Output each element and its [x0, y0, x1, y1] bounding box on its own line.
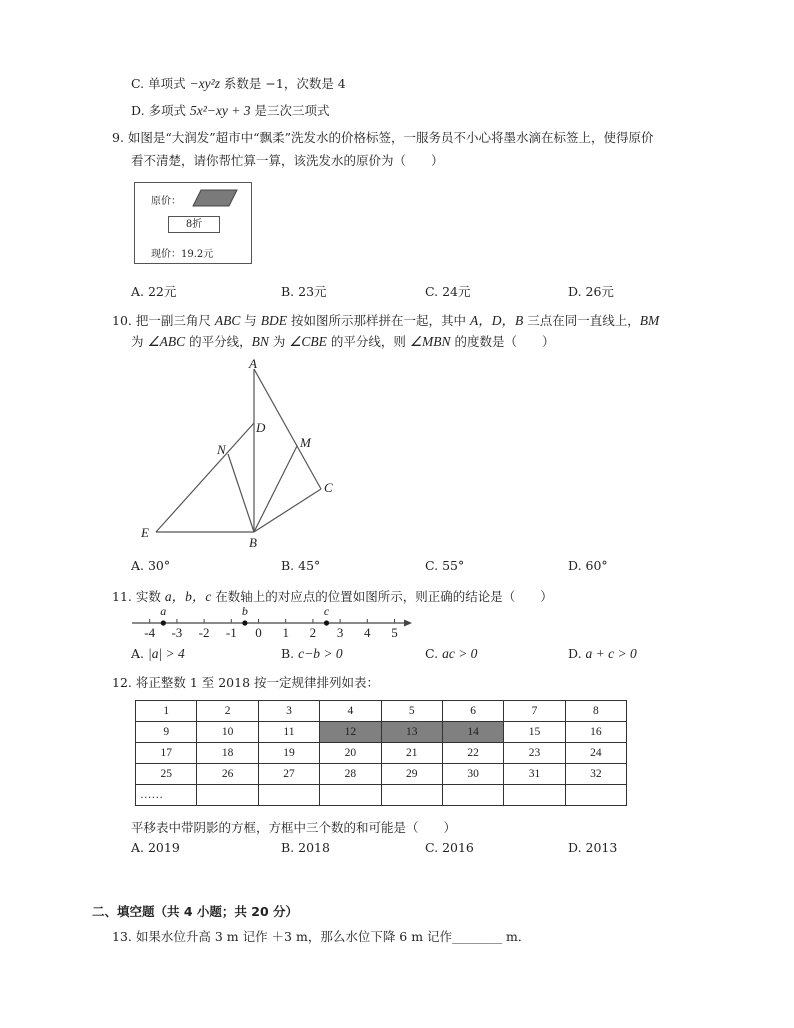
- text: 三点在同一直线上，: [523, 313, 640, 328]
- q10-option-a: A. 30°: [131, 558, 171, 573]
- table-cell: 4: [320, 701, 381, 722]
- line-bn: [228, 454, 254, 532]
- table-cell: 32: [565, 764, 626, 785]
- table-cell: 22: [442, 743, 503, 764]
- table-cell: 6: [442, 701, 503, 722]
- point-label-c: C: [324, 480, 333, 495]
- q9-stem-line1: 9. 如图是“大润发”超市中“飘柔”洗发水的价格标签，一服务员不小心将墨水滴在标签上，使得原价: [112, 130, 654, 145]
- table-cell: [197, 785, 258, 806]
- q9-stem-line2: 看不清楚，请你帮忙算一算，该洗发水的原价为（ ）: [131, 153, 444, 168]
- q10-option-b: B. 45°: [281, 558, 321, 573]
- q11-stem: [112, 585, 553, 605]
- option-label: D. 多项式: [131, 103, 190, 118]
- table-cell: 29: [381, 764, 442, 785]
- point-label-c: c: [323, 604, 330, 618]
- tick-label: -3: [171, 625, 183, 640]
- table-row: [136, 764, 627, 785]
- q10-option-c: C. 55°: [425, 558, 465, 573]
- text: 的平分线，则: [326, 334, 410, 349]
- q12-option-c: C. 2016: [425, 840, 474, 855]
- table-cell: 20: [320, 743, 381, 764]
- line-cb: [254, 489, 321, 532]
- point-b: [242, 620, 247, 625]
- table-cell: 25: [136, 764, 197, 785]
- q9-option-b: B. 23元: [281, 284, 327, 299]
- original-price-label: 原价：: [151, 196, 181, 207]
- math: c−b > 0: [298, 646, 343, 661]
- q12-stem: 12. 将正整数 1 至 2018 按一定规律排列如表：: [112, 675, 380, 690]
- point-label-e: E: [141, 525, 149, 540]
- point-label-b: B: [249, 535, 257, 550]
- q13-stem: [112, 927, 530, 945]
- math: BDE: [260, 313, 288, 328]
- section-title: 二、填空题（共 4 小题；共 20 分）: [92, 904, 299, 919]
- q11-option-d: [568, 646, 637, 662]
- tick-label: 3: [336, 625, 344, 640]
- math: ac > 0: [442, 646, 478, 661]
- option-label: C. 单项式: [131, 76, 190, 91]
- discount-box: 8折: [168, 216, 220, 233]
- table-cell: 9: [136, 722, 197, 743]
- table-cell: [381, 785, 442, 806]
- current-price-label: 现价：19.2元: [151, 249, 214, 260]
- text: 为: [131, 334, 148, 349]
- table-cell: 11: [258, 722, 319, 743]
- q12-question: 平移表中带阴影的方框，方框中三个数的和可能是（ ）: [131, 820, 457, 835]
- tick-label: -2: [198, 625, 210, 640]
- math: ∠CBE: [289, 334, 327, 349]
- table-cell: 16: [565, 722, 626, 743]
- q10-stem-line2: [131, 332, 554, 350]
- number-line: [128, 603, 418, 641]
- table-cell: ……: [136, 785, 197, 806]
- math-expression: 5x²−xy + 3: [190, 103, 251, 118]
- text: 按如图所示那样拼在一起，其中: [287, 313, 470, 328]
- price-tag: [134, 182, 252, 264]
- math: a，b，c: [164, 589, 212, 604]
- table-cell: 14: [442, 722, 503, 743]
- table-cell: 7: [504, 701, 565, 722]
- text: A.: [131, 646, 148, 661]
- tick-label: -1: [225, 625, 237, 640]
- math-expression: −xy²z: [189, 76, 220, 91]
- table-cell: 18: [197, 743, 258, 764]
- table-cell: [504, 785, 565, 806]
- table-cell: 15: [504, 722, 565, 743]
- q9-option-d: D. 26元: [568, 284, 614, 299]
- table-cell: 28: [320, 764, 381, 785]
- point-label-d: D: [256, 420, 266, 435]
- number-table: [135, 700, 627, 806]
- table-cell: 24: [565, 743, 626, 764]
- tick-label: 2: [309, 625, 317, 640]
- point-label-a: A: [249, 356, 257, 371]
- table-cell: 8: [565, 701, 626, 722]
- q12-option-b: B. 2018: [281, 840, 330, 855]
- table-cell: 30: [442, 764, 503, 785]
- line-de: [156, 423, 254, 532]
- table-cell: [258, 785, 319, 806]
- text: m．: [502, 929, 531, 944]
- triangle-figure: [130, 355, 350, 550]
- math: ∠MBN: [409, 334, 451, 349]
- q12-option-d: D. 2013: [568, 840, 618, 855]
- point-label-b: b: [241, 604, 248, 618]
- table-cell: [320, 785, 381, 806]
- table-cell: 27: [258, 764, 319, 785]
- text: 11. 实数: [112, 589, 165, 604]
- arrow-icon: [404, 620, 412, 627]
- q8-option-c: [131, 74, 346, 92]
- math: a + c > 0: [585, 646, 637, 661]
- table-row: [136, 743, 627, 764]
- q10-option-d: D. 60°: [568, 558, 608, 573]
- q9-option-a: A. 22元: [131, 284, 177, 299]
- math: BM: [639, 313, 660, 328]
- point-c: [324, 620, 329, 625]
- tick-label: 0: [255, 625, 262, 640]
- text: B.: [281, 646, 299, 661]
- table-cell: 1: [136, 701, 197, 722]
- text: 为: [268, 334, 290, 349]
- q10-stem-line1: [112, 309, 659, 329]
- text: D.: [568, 646, 586, 661]
- text: 13. 如果水位升高 3 m 记作 ＋3 m，那么水位下降 6 m 记作: [112, 929, 453, 944]
- q11-option-c: [425, 646, 477, 662]
- text: 在数轴上的对应点的位置如图所示，则正确的结论是（ ）: [211, 589, 553, 604]
- tick-label: -4: [144, 625, 156, 640]
- text: 10. 把一副三角尺: [112, 313, 215, 328]
- table-cell: 19: [258, 743, 319, 764]
- table-row: [136, 785, 627, 806]
- math: BN: [251, 334, 269, 349]
- q11-option-a: [131, 646, 185, 662]
- table-cell: 26: [197, 764, 258, 785]
- point-a: [161, 620, 166, 625]
- tick-label: 1: [282, 625, 289, 640]
- table-cell: 17: [136, 743, 197, 764]
- table-cell: 3: [258, 701, 319, 722]
- answer-blank[interactable]: ________: [452, 929, 503, 944]
- table-row: [136, 701, 627, 722]
- table-cell: 5: [381, 701, 442, 722]
- q11-option-b: [281, 646, 343, 662]
- table-cell: 2: [197, 701, 258, 722]
- table-cell: [565, 785, 626, 806]
- text: 与: [240, 313, 261, 328]
- math: A，D，B: [469, 313, 524, 328]
- table-cell: 21: [381, 743, 442, 764]
- text: C.: [425, 646, 443, 661]
- ink-blot-icon: [191, 188, 239, 208]
- q8-option-d: [131, 101, 329, 119]
- table-cell: 10: [197, 722, 258, 743]
- table-cell: 31: [504, 764, 565, 785]
- q12-option-a: A. 2019: [131, 840, 180, 855]
- option-text: 是三次三项式: [250, 103, 330, 118]
- math: |a| > 4: [147, 646, 185, 661]
- table-cell: 23: [504, 743, 565, 764]
- text: 的平分线，: [185, 334, 252, 349]
- line-bm: [254, 446, 297, 532]
- q9-option-c: C. 24元: [425, 284, 471, 299]
- option-text: 系数是 −1，次数是 4: [219, 76, 346, 91]
- point-label-m: M: [300, 435, 311, 450]
- math: ∠ABC: [147, 334, 186, 349]
- point-label-n: N: [217, 442, 226, 457]
- math: ABC: [214, 313, 241, 328]
- point-label-a: a: [160, 604, 167, 618]
- table-cell: [442, 785, 503, 806]
- table-cell: 12: [320, 722, 381, 743]
- tick-label: 4: [364, 625, 371, 640]
- table-cell: 13: [381, 722, 442, 743]
- table-row: [136, 722, 627, 743]
- text: 的度数是（ ）: [450, 334, 555, 349]
- tick-label: 5: [391, 625, 398, 640]
